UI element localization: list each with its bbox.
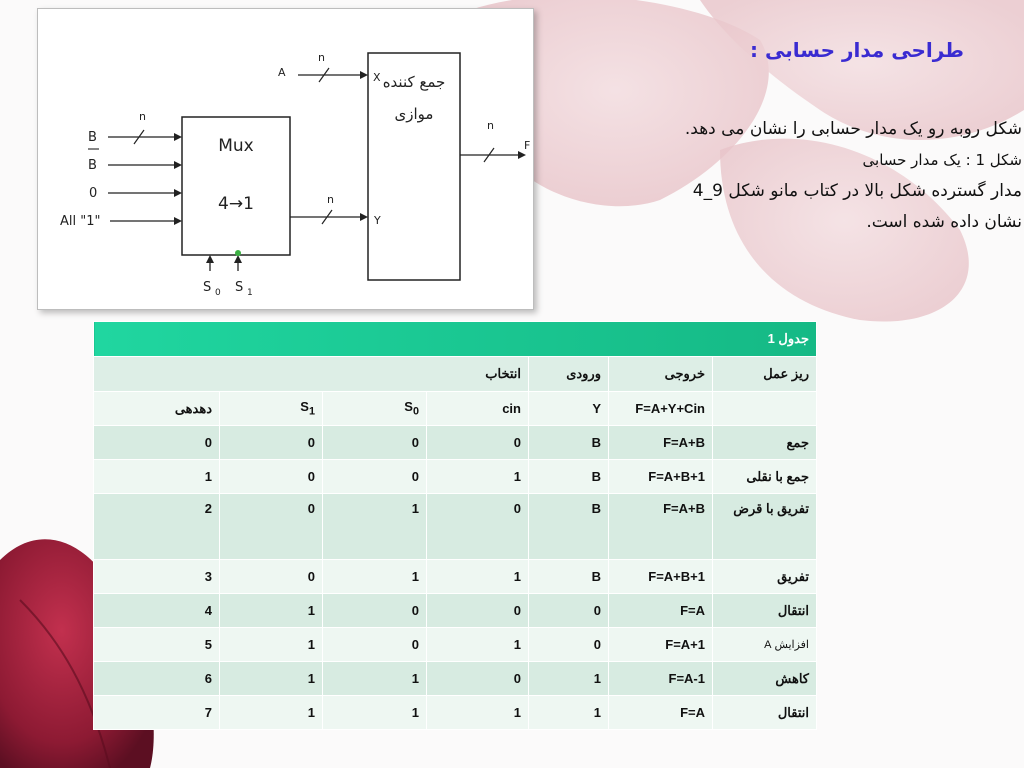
cell-op: افزایش A [713, 628, 817, 662]
cell-y: 0 [529, 594, 609, 628]
cell-s1: 1 [220, 662, 323, 696]
col-s1-label: S [300, 399, 309, 415]
bus-width-a: n [318, 51, 325, 64]
header-output: خروجی [609, 357, 713, 392]
select-s0-label: S [203, 280, 212, 295]
cell-s0: 0 [323, 460, 427, 494]
cell-out: F=A+B+1 [609, 460, 713, 494]
col-s1-sub: 1 [308, 405, 315, 418]
adder-x-label: X [373, 71, 381, 84]
cell-out: F=A+B [609, 494, 713, 560]
input-all1-label: All "1" [60, 214, 101, 229]
cell-s1: 0 [220, 426, 323, 460]
output-f-label: F [524, 139, 531, 152]
col-input-y: Y [529, 392, 609, 426]
table-title: جدول 1 [94, 322, 817, 357]
input-bbar-label: B [88, 158, 97, 173]
mux-type: 4→1 [218, 194, 254, 214]
description-line-3: مدار گسترده شکل بالا در کتاب مانو شکل 9_4 [692, 181, 1022, 201]
col-s0-label: S [404, 399, 413, 415]
arithmetic-circuit-diagram [38, 9, 533, 309]
input-zero-label: 0 [89, 186, 98, 201]
input-a-label: A [278, 66, 286, 79]
mux-name: Mux [218, 136, 254, 156]
cell-y: 0 [529, 628, 609, 662]
cell-out: F=A+B+1 [609, 560, 713, 594]
cell-op: جمع با نقلی [713, 460, 817, 494]
cell-s1: 0 [220, 560, 323, 594]
cell-op: جمع [713, 426, 817, 460]
header-select: انتخاب [94, 357, 529, 392]
description-line-2: شکل 1 : یک مدار حسابی [862, 151, 1022, 169]
cell-dec: 4 [94, 594, 220, 628]
cell-dec: 2 [94, 494, 220, 560]
select-s0-sub: 0 [215, 288, 221, 298]
cell-out: F=A [609, 594, 713, 628]
description-line-4: نشان داده شده است. [866, 212, 1022, 232]
table-row [94, 628, 817, 662]
cell-y: B [529, 560, 609, 594]
cell-cin: 0 [427, 662, 529, 696]
cell-y: 1 [529, 696, 609, 730]
cell-s0: 1 [323, 662, 427, 696]
cell-dec: 1 [94, 460, 220, 494]
col-s0 [323, 392, 427, 426]
cell-s0: 0 [323, 628, 427, 662]
bus-width-b: n [139, 110, 146, 123]
col-decimal: دهدهی [94, 392, 220, 426]
cell-out: F=A-1 [609, 662, 713, 696]
cell-op: انتقال [713, 696, 817, 730]
cell-s0: 0 [323, 426, 427, 460]
cell-s1: 1 [220, 594, 323, 628]
cell-dec: 0 [94, 426, 220, 460]
table-row [94, 426, 817, 460]
select-s1-sub: 1 [247, 288, 253, 298]
cell-cin: 1 [427, 460, 529, 494]
cell-s1: 0 [220, 460, 323, 494]
col-s1 [220, 392, 323, 426]
header-micro-op: ریز عمل [713, 357, 817, 392]
cell-y: B [529, 460, 609, 494]
table-row [94, 662, 817, 696]
cell-s1: 1 [220, 696, 323, 730]
cell-s0: 1 [323, 696, 427, 730]
cell-dec: 6 [94, 662, 220, 696]
col-s0-sub: 0 [412, 405, 419, 418]
cell-op: تفریق [713, 560, 817, 594]
cell-s0: 1 [323, 494, 427, 560]
adder-label: جمع کننده [382, 73, 446, 91]
cell-cin: 1 [427, 628, 529, 662]
table-row [94, 696, 817, 730]
cell-out: F=A+B [609, 426, 713, 460]
cell-dec: 5 [94, 628, 220, 662]
cell-cin: 0 [427, 426, 529, 460]
circuit-figure [37, 8, 534, 310]
table-row [94, 594, 817, 628]
description [524, 114, 1024, 238]
col-output: F=A+Y+Cin [609, 392, 713, 426]
table-row [94, 560, 817, 594]
slide-title: طراحی مدار حسابی : [750, 38, 964, 62]
cell-s1: 1 [220, 628, 323, 662]
cell-y: B [529, 494, 609, 560]
header-input: ورودی [529, 357, 609, 392]
function-table [93, 321, 816, 730]
adder-y-label: Y [374, 214, 381, 227]
cell-op: کاهش [713, 662, 817, 696]
input-b-label: B [88, 130, 97, 145]
col-cin: cin [427, 392, 529, 426]
adder-label-2: موازی [394, 105, 434, 123]
description-line-1: شکل روبه رو یک مدار حسابی را نشان می دهد. [684, 119, 1022, 139]
table-row [94, 460, 817, 494]
col-micro-op [713, 392, 817, 426]
cell-out: F=A+1 [609, 628, 713, 662]
cell-cin: 1 [427, 560, 529, 594]
bus-width-y: n [327, 193, 334, 206]
select-s1-label: S [235, 280, 244, 295]
bus-width-f: n [487, 119, 494, 132]
cell-cin: 1 [427, 696, 529, 730]
cell-dec: 7 [94, 696, 220, 730]
cell-cin: 0 [427, 594, 529, 628]
table-row [94, 494, 817, 560]
cell-y: 1 [529, 662, 609, 696]
cell-dec: 3 [94, 560, 220, 594]
cell-s0: 1 [323, 560, 427, 594]
cell-op: تفریق با قرض [713, 494, 817, 560]
cell-y: B [529, 426, 609, 460]
cell-out: F=A [609, 696, 713, 730]
cell-s1: 0 [220, 494, 323, 560]
cell-cin: 0 [427, 494, 529, 560]
cell-s0: 0 [323, 594, 427, 628]
cell-op: انتقال [713, 594, 817, 628]
